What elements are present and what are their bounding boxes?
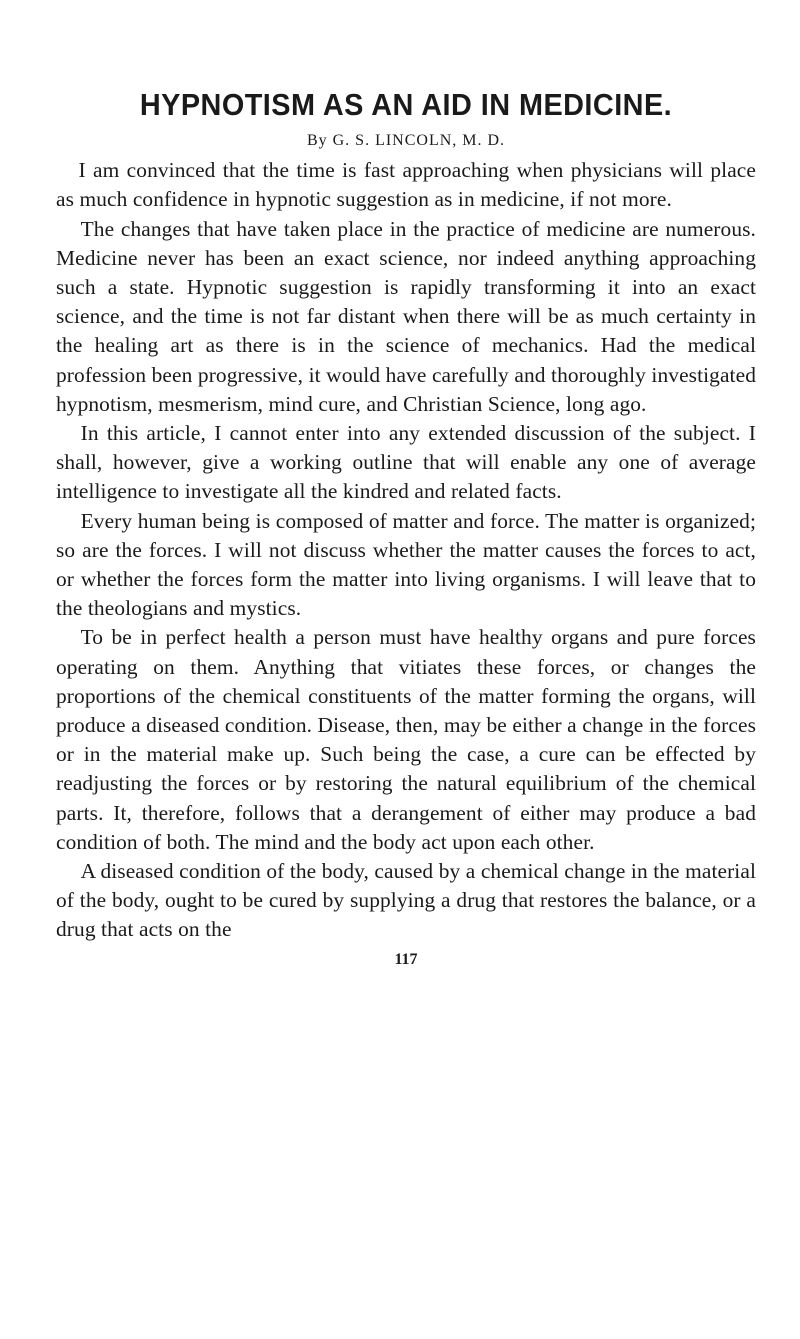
- paragraph-2: The changes that have taken place in the practice of medicine are numerous. Medicine never has been an exact science, nor indeed anything approaching such a state. Hypnotic suggestion is rapidly transforming it into an exact science, and the time is not far distant when there will be as much certainty in the healing art as there is in the science of mechanics. Had the medical profession been progressive, it would have carefully and thoroughly investigated hypnotism, mesmerism, mind cure, and Christian Science, long ago.: [56, 216, 756, 416]
- paragraph-5: To be in perfect health a person must have healthy organs and pure forces operating on them. Anything that vitiates these forces, or changes the proportions of the chemical constituents of the matter forming the organs, will produce a diseased condition. Disease, then, may be either a change in the forces or in the material make up. Such being the case, a cure can be effected by readjusting the forces or by restoring the natural equilibrium of the chemical parts. It, therefore, follows that a derangement of either may produce a bad condition of both. The mind and the body act upon each other.: [56, 625, 756, 854]
- article-title: HYPNOTISM AS AN AID IN MEDICINE.: [139, 87, 673, 122]
- paragraph-4: Every human being is composed of matter and force. The matter is organized; so are the forces. I will not discuss whether the matter causes the forces to act, or whether the forces form the matter into living organisms. I will leave that to the theologians and mystics.: [56, 508, 756, 621]
- author-byline: By G. S. LINCOLN, M. D.: [306, 132, 506, 150]
- article-body: [56, 156, 756, 944]
- page-number: 117: [394, 950, 418, 968]
- paragraph-3: In this article, I cannot enter into any extended discussion of the subject. I shall, however, give a working outline that will enable any one of average intelligence to investigate all the kindred and related facts.: [56, 420, 756, 504]
- paragraph-6: A diseased condition of the body, caused by a chemical change in the material of the body, ought to be cured by supplying a drug that restores the balance, or a drug that acts on the: [56, 858, 756, 942]
- paragraph-1: I am convinced that the time is fast approaching when physicians will place as much confidence in hypnotic suggestion as in medicine, if not more.: [56, 158, 756, 212]
